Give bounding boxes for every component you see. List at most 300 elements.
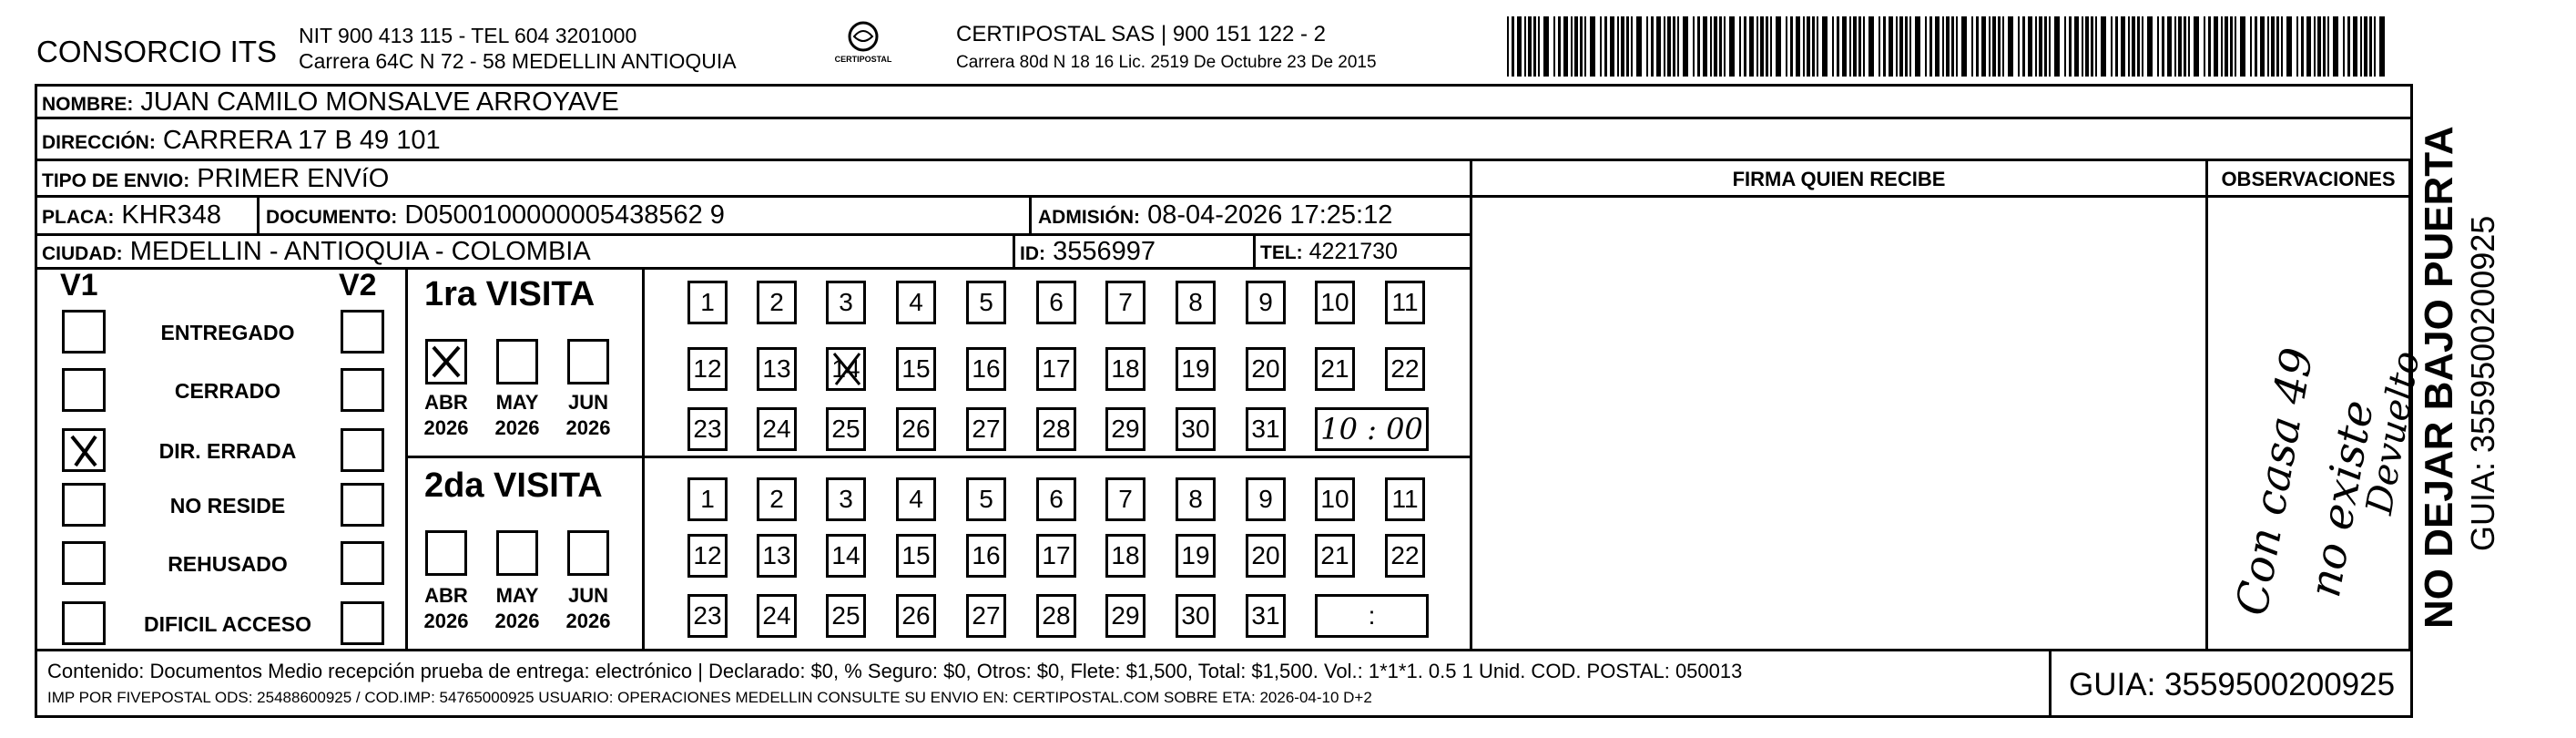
barcode-bar [1656,16,1661,77]
day-box[interactable] [1105,594,1145,638]
barcode-bar [1858,16,1861,77]
barcode-bar [1992,16,1996,77]
day-box[interactable] [966,407,1006,451]
barcode-bar [1558,16,1561,77]
barcode-bar [1604,16,1607,77]
barcode-bar [1766,16,1768,77]
barcode-bar [2002,16,2004,77]
day-number: 14 [831,354,860,383]
v1-checkbox[interactable] [62,428,106,472]
barcode-bar [1822,16,1828,77]
barcode-bar [1786,16,1787,77]
day-number: 27 [972,415,1001,443]
barcode-bar [1989,16,1991,77]
company-address: Carrera 64C N 72 - 58 MEDELLIN ANTIOQUIA [299,49,737,73]
day-number: 10 [1320,485,1349,513]
day-box[interactable] [1036,534,1076,578]
day-number: 25 [831,415,860,443]
day-number: 8 [1188,485,1203,513]
v2-checkbox[interactable] [341,601,384,645]
obs-handwritten-2: no existe [2299,396,2385,601]
day-box[interactable] [687,477,728,521]
day-box[interactable] [826,281,866,324]
day-number: 30 [1181,601,1210,630]
barcode-bar [2314,16,2316,77]
barcode-bar [1929,16,1932,77]
barcode-bar [1883,16,1886,77]
barcode-bar [1807,16,1810,77]
admision-label: ADMISIÓN: [1038,207,1140,228]
day-number: 6 [1049,288,1064,316]
company-name: CONSORCIO ITS [36,35,278,68]
day-number: 9 [1258,288,1273,316]
tel-value: 4221730 [1308,239,1398,264]
month-year: 2026 [423,609,469,632]
month-name: MAY [495,391,539,414]
barcode-bar [2204,16,2205,77]
nombre-row [42,89,619,116]
barcode-bar [1719,16,1722,77]
barcode-bar [1863,16,1865,77]
day-box[interactable] [757,477,797,521]
day-box[interactable] [1246,347,1286,391]
obs-handwritten-1: Con casa 49 [2226,343,2324,620]
day-box[interactable] [896,347,936,391]
day-number: 16 [972,354,1001,383]
day-box[interactable] [1176,407,1216,451]
barcode-bar [2240,16,2245,77]
carrier-address: Carrera 80d N 18 16 Lic. 2519 De Octubre 23 De 2015 [956,53,1377,72]
day-box[interactable] [757,281,797,324]
day-number: 20 [1251,541,1280,569]
month-name: JUN [567,391,608,414]
tipo-value: PRIMER ENVíO [197,164,390,193]
day-box[interactable] [687,407,728,451]
month-checkbox[interactable] [496,339,538,384]
barcode-bar [2208,16,2211,77]
barcode-bar [1776,16,1781,77]
barcode-bar [1621,16,1624,77]
day-number: 18 [1111,541,1140,569]
barcode-bar [2101,16,2106,77]
tipo-row [42,166,389,192]
check-mark-icon [428,342,464,382]
month-label [485,390,549,440]
v1-checkbox[interactable] [62,601,106,645]
day-box[interactable] [1246,477,1286,521]
barcode-bar [2225,16,2228,77]
visit2-title: 2da VISITA [424,466,603,505]
barcode-bar [1951,16,1954,77]
day-box[interactable] [966,594,1006,638]
barcode-bar [2121,16,2125,77]
day-number: 12 [693,541,722,569]
day-box[interactable] [896,477,936,521]
day-box[interactable] [1176,281,1216,324]
barcode-bar [1853,16,1857,77]
barcode-bar [1631,16,1633,77]
barcode-bar [1998,16,2001,77]
v1-checkbox[interactable] [62,483,106,527]
day-box[interactable] [896,594,936,638]
day-box[interactable] [1315,281,1355,324]
barcode-bar [2008,16,2013,77]
month-checkbox[interactable] [496,530,538,576]
barcode-bar [1693,16,1695,77]
barcode-bar [1796,16,1800,77]
day-box[interactable] [1246,534,1286,578]
day-number: 28 [1042,415,1071,443]
barcode-bar [2221,16,2223,77]
barcode-bar [2353,16,2357,77]
tel-row [1260,241,1398,263]
day-box[interactable] [1176,594,1216,638]
day-box[interactable] [1036,477,1076,521]
barcode-bar [1724,16,1726,77]
status-label: DIFICIL ACCESO [143,612,311,636]
barcode-bar [1651,16,1654,77]
day-number: 11 [1391,485,1419,513]
barcode-bar [2323,16,2326,77]
barcode-bar [1517,16,1522,77]
barcode-bar [2022,16,2025,77]
day-box[interactable] [826,477,866,521]
day-number: 5 [979,288,993,316]
day-box[interactable] [1176,477,1216,521]
barcode-bar [1574,16,1578,77]
barcode-bar [1749,16,1754,77]
day-box[interactable] [966,347,1006,391]
barcode [1507,16,2386,77]
barcode-bar [1976,16,1979,77]
day-number: 28 [1042,601,1071,630]
day-number: 8 [1188,288,1203,316]
barcode-bar [2271,16,2275,77]
barcode-bar [2286,16,2292,77]
ciudad-value: MEDELLIN - ANTIOQUIA - COLOMBIA [129,237,591,266]
barcode-bar [1543,16,1549,77]
day-box[interactable] [757,534,797,578]
documento-value: D0500100000005438562 9 [404,200,725,230]
barcode-bar [2142,16,2143,77]
footer-guia: GUIA: 3559500200925 [2069,667,2396,702]
side-guia: GUIA: 3559500200925 [2464,215,2501,551]
ciudad-label: CIUDAD: [42,243,123,264]
barcode-bar [2128,16,2130,77]
barcode-bar [2178,16,2182,77]
day-box[interactable] [826,534,866,578]
day-number: 29 [1111,415,1140,443]
barcode-bar [1956,16,1958,77]
day-number: 17 [1042,354,1071,383]
day-box[interactable] [1105,534,1145,578]
barcode-bar [2028,16,2032,77]
month-checkbox[interactable] [425,530,467,576]
day-number: 29 [1111,601,1140,630]
barcode-bar [1664,16,1665,77]
day-box[interactable] [826,347,866,391]
placa-row [42,202,221,229]
visit1-title: 1ra VISITA [424,275,596,313]
barcode-bar [2317,16,2321,77]
barcode-bar [2250,16,2252,77]
day-box[interactable] [896,534,936,578]
barcode-bar [1739,16,1741,77]
barcode-bar [2327,16,2329,77]
obs-handwritten-3: Devuelto [2358,348,2428,518]
barcode-bar [1524,16,1526,77]
barcode-bar [1600,16,1602,77]
v1-checkbox[interactable] [62,541,106,585]
v1-checkbox[interactable] [62,368,106,412]
barcode-bar [2364,16,2367,77]
barcode-bar [1667,16,1671,77]
direccion-row [42,128,441,154]
day-number: 7 [1118,288,1133,316]
barcode-bar [1756,16,1758,77]
day-box[interactable] [1036,347,1076,391]
day-number: 9 [1258,485,1273,513]
day-number: 23 [693,601,722,630]
barcode-bar [2379,16,2385,77]
barcode-bar [1879,16,1880,77]
barcode-bar [1533,16,1536,77]
day-box[interactable] [826,594,866,638]
day-number: 1 [700,288,715,316]
day-box[interactable] [757,407,797,451]
month-name: ABR [424,584,468,607]
v1-checkbox[interactable] [62,310,106,354]
day-number: 2 [769,288,784,316]
status-label: ENTREGADO [160,321,295,344]
company-nit: NIT 900 413 115 - TEL 604 3201000 [299,24,637,47]
month-name: JUN [567,584,608,607]
barcode-bar [1971,16,1973,77]
barcode-bar [2074,16,2079,77]
time-box[interactable] [1315,407,1429,451]
certipostal-logo [836,18,891,69]
day-box[interactable] [1385,534,1425,578]
barcode-bar [2194,16,2199,77]
day-box[interactable] [1246,407,1286,451]
barcode-bar [2137,16,2140,77]
barcode-bar [2174,16,2176,77]
barcode-bar [1817,16,1818,77]
month-label [414,390,478,440]
day-box[interactable] [966,477,1006,521]
barcode-bar [2235,16,2236,77]
barcode-bar [1590,16,1595,77]
barcode-bar [2260,16,2265,77]
barcode-bar [2111,16,2113,77]
barcode-bar [1760,16,1764,77]
day-box[interactable] [687,281,728,324]
day-number: 12 [693,354,722,383]
barcode-bar [1714,16,1717,77]
day-number: 3 [839,288,853,316]
barcode-bar [2132,16,2135,77]
barcode-bar [1507,16,1509,77]
month-checkbox[interactable] [567,530,609,576]
barcode-bar [1803,16,1805,77]
barcode-bar [1610,16,1614,77]
barcode-bar [1849,16,1851,77]
barcode-bar [2184,16,2186,77]
month-year: 2026 [494,415,540,439]
barcode-bar [1832,16,1834,77]
day-box[interactable] [1385,477,1425,521]
barcode-bar [1538,16,1540,77]
day-box[interactable] [1176,534,1216,578]
status-label: REHUSADO [168,552,288,576]
day-number: 31 [1251,601,1280,630]
v1-header: V1 [60,268,98,302]
v2-checkbox[interactable] [341,428,384,472]
barcode-bar [2082,16,2083,77]
v2-checkbox[interactable] [341,310,384,354]
day-number: 24 [762,415,791,443]
day-box[interactable] [1036,281,1076,324]
day-number: 7 [1118,485,1133,513]
firma-header: FIRMA QUIEN RECIBE [1732,168,1946,190]
day-box[interactable] [687,534,728,578]
month-name: ABR [424,391,468,414]
day-number: 30 [1181,415,1210,443]
barcode-bar [1744,16,1746,77]
barcode-bar [1571,16,1573,77]
month-label [556,583,620,633]
month-checkbox[interactable] [425,339,467,384]
admision-value: 08-04-2026 17:25:12 [1147,200,1393,230]
placa-value: KHR348 [121,200,222,230]
footer-line1: Contenido: Documentos Medio recepción prueba de entrega: electrónico | Declarado: $0, % Seguro: $0, Otros: $0, Flete: $1,500, Total: $1,500. Vol.: 1*1*1. 0.5 1 Unid. COD. POSTAL: 050013 [47,660,1743,682]
day-box[interactable] [757,594,797,638]
day-box[interactable] [896,407,936,451]
barcode-bar [1584,16,1586,77]
day-number: 26 [901,415,931,443]
barcode-bar [1563,16,1568,77]
day-number: 1 [700,485,715,513]
day-number: 24 [762,601,791,630]
day-box[interactable] [1315,347,1355,391]
direccion-value: CARRERA 17 B 49 101 [162,126,441,155]
admision-row [1038,202,1392,229]
day-box[interactable] [1036,594,1076,638]
carrier-name: CERTIPOSTAL SAS | 900 151 122 - 2 [956,22,1326,46]
day-box[interactable] [1315,477,1355,521]
day-box[interactable] [1105,407,1145,451]
barcode-bar [1925,16,1927,77]
day-box[interactable] [1385,347,1425,391]
barcode-bar [1553,16,1555,77]
day-box[interactable] [966,534,1006,578]
day-box[interactable] [1315,534,1355,578]
day-box[interactable] [1246,594,1286,638]
barcode-bar [1528,16,1532,77]
barcode-bar [2343,16,2345,77]
day-box[interactable] [1176,347,1216,391]
v2-checkbox[interactable] [341,541,384,585]
barcode-bar [1677,16,1679,77]
day-number: 22 [1390,541,1420,569]
day-number: 5 [979,485,993,513]
nombre-value: JUAN CAMILO MONSALVE ARROYAVE [140,87,619,117]
day-number: 22 [1390,354,1420,383]
observaciones-header: OBSERVACIONES [2221,168,2396,190]
day-number: 31 [1251,415,1280,443]
month-year: 2026 [423,415,469,439]
barcode-bar [2281,16,2283,77]
barcode-bar [2276,16,2279,77]
barcode-bar [2039,16,2042,77]
day-box[interactable] [687,347,728,391]
v2-checkbox[interactable] [341,483,384,527]
placa-label: PLACA: [42,207,115,228]
day-box[interactable] [687,594,728,638]
barcode-bar [1626,16,1629,77]
month-label [485,583,549,633]
barcode-bar [1636,16,1642,77]
day-box[interactable] [896,281,936,324]
day-box[interactable] [1105,281,1145,324]
barcode-bar [2064,16,2066,77]
day-box[interactable] [1246,281,1286,324]
month-checkbox[interactable] [567,339,609,384]
day-box[interactable] [1385,281,1425,324]
month-label [556,390,620,440]
barcode-bar [1842,16,1847,77]
barcode-bar [1868,16,1874,77]
day-number: 10 [1320,288,1349,316]
barcode-bar [1896,16,1898,77]
day-box[interactable] [1036,407,1076,451]
barcode-bar [2095,16,2097,77]
id-row [1020,239,1156,265]
tel-label: TEL: [1260,242,1303,263]
barcode-bar [1683,16,1688,77]
barcode-bar [1837,16,1839,77]
day-box[interactable] [757,347,797,391]
footer-line2: IMP POR FIVEPOSTAL ODS: 25488600925 / COD.IMP: 54765000925 USUARIO: OPERACIONES MEDELLIN CONSULTE SU ENVIO EN: CERTIPOSTAL.COM SOBRE ETA: 2026-04-10 D+2 [47,689,1372,706]
barcode-bar [1961,16,1967,77]
direccion-label: DIRECCIÓN: [42,132,156,153]
tipo-label: TIPO DE ENVIO: [42,170,190,191]
day-number: 6 [1049,485,1064,513]
documento-row [266,202,725,229]
day-number: 25 [831,601,860,630]
time-box[interactable] [1315,594,1429,638]
day-box[interactable] [1105,347,1145,391]
day-box[interactable] [826,407,866,451]
barcode-bar [1942,16,1944,77]
barcode-bar [2306,16,2311,77]
barcode-bar [2255,16,2257,77]
day-number: 11 [1391,288,1419,316]
barcode-bar [1946,16,1950,77]
v2-checkbox[interactable] [341,368,384,412]
month-year: 2026 [565,415,611,439]
barcode-bar [2347,16,2350,77]
day-box[interactable] [966,281,1006,324]
barcode-bar [2374,16,2376,77]
barcode-bar [2333,16,2338,77]
day-number: 17 [1042,541,1071,569]
barcode-bar [1905,16,1908,77]
status-label: CERRADO [174,379,281,403]
barcode-bar [1512,16,1514,77]
day-box[interactable] [1105,477,1145,521]
barcode-bar [2049,16,2051,77]
